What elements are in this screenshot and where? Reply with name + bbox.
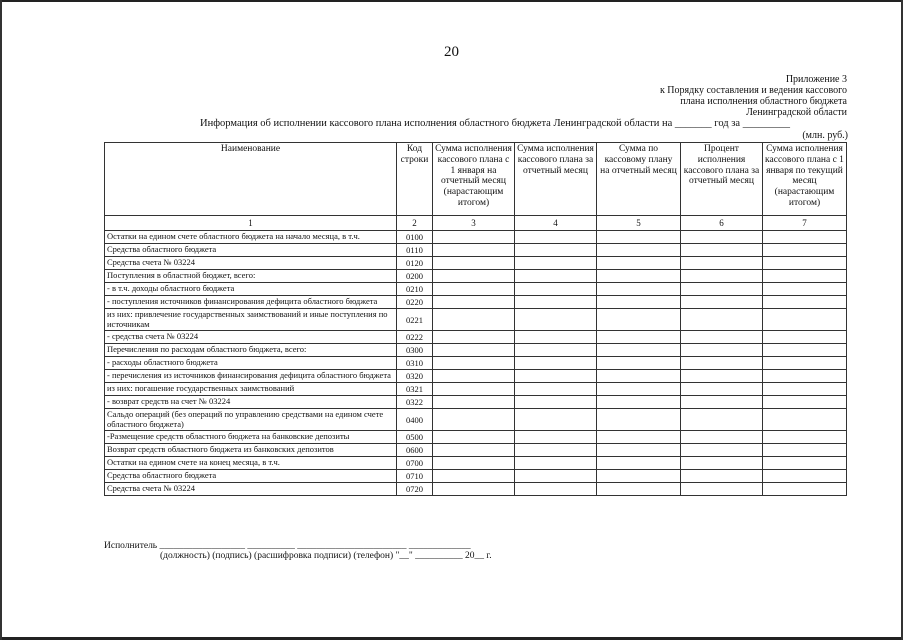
column-number: 5 [597, 216, 681, 231]
table-row [105, 344, 847, 357]
table-row [105, 357, 847, 370]
frame-edge-top [0, 0, 903, 2]
value-cell [515, 331, 597, 344]
row-name: Средства областного бюджета [105, 470, 397, 483]
value-cell [597, 244, 681, 257]
value-cell [433, 257, 515, 270]
value-cell [763, 431, 847, 444]
value-cell [597, 231, 681, 244]
value-cell [681, 309, 763, 331]
value-cell [763, 357, 847, 370]
appendix-line: Приложение 3 [785, 74, 847, 85]
value-cell [515, 396, 597, 409]
value-cell [433, 344, 515, 357]
value-cell [515, 370, 597, 383]
row-name: - перечисления из источников финансирования дефицита областного бюджета [105, 370, 397, 383]
value-cell [681, 231, 763, 244]
value-cell [433, 283, 515, 296]
executor-line: Исполнитель __________________ __________ _______________________ _____________ [104, 541, 471, 551]
value-cell [681, 331, 763, 344]
value-cell [763, 457, 847, 470]
value-cell [515, 270, 597, 283]
value-cell [763, 331, 847, 344]
value-cell [433, 296, 515, 309]
value-cell [433, 396, 515, 409]
value-cell [433, 331, 515, 344]
value-cell [515, 457, 597, 470]
row-code: 0310 [397, 357, 433, 370]
value-cell [681, 444, 763, 457]
value-cell [433, 431, 515, 444]
appendix-line: Ленинградской области [746, 107, 847, 118]
value-cell [681, 244, 763, 257]
units-label: (млн. руб.) [802, 130, 848, 141]
appendix-line: плана исполнения областного бюджета [680, 96, 847, 107]
value-cell [681, 370, 763, 383]
table-row [105, 470, 847, 483]
value-cell [597, 483, 681, 496]
value-cell [597, 383, 681, 396]
row-name: Возврат средств областного бюджета из банковских депозитов [105, 444, 397, 457]
value-cell [763, 470, 847, 483]
row-name: - расходы областного бюджета [105, 357, 397, 370]
value-cell [763, 383, 847, 396]
value-cell [681, 409, 763, 431]
row-name: из них: привлечение государственных заимствований и иные поступления по источникам [105, 309, 397, 331]
value-cell [515, 257, 597, 270]
row-code: 0321 [397, 383, 433, 396]
value-cell [433, 444, 515, 457]
value-cell [597, 409, 681, 431]
row-code: 0320 [397, 370, 433, 383]
value-cell [515, 244, 597, 257]
row-name: Средства областного бюджета [105, 244, 397, 257]
value-cell [597, 444, 681, 457]
row-code: 0322 [397, 396, 433, 409]
header-month-execution: Сумма исполнения кассового плана за отчетный месяц [515, 143, 597, 216]
row-code: 0700 [397, 457, 433, 470]
value-cell [433, 409, 515, 431]
value-cell [515, 383, 597, 396]
value-cell [681, 470, 763, 483]
value-cell [763, 344, 847, 357]
value-cell [515, 231, 597, 244]
value-cell [681, 296, 763, 309]
table-row [105, 444, 847, 457]
value-cell [597, 396, 681, 409]
header-ytd-current: Сумма исполнения кассового плана с 1 января по текущий месяц (нарастающим итогом) [763, 143, 847, 216]
value-cell [681, 431, 763, 444]
value-cell [515, 283, 597, 296]
table-row [105, 383, 847, 396]
value-cell [515, 296, 597, 309]
column-number: 4 [515, 216, 597, 231]
frame-edge-left [0, 0, 2, 640]
row-name: -Размещение средств областного бюджета на банковские депозиты [105, 431, 397, 444]
table-row [105, 457, 847, 470]
value-cell [433, 370, 515, 383]
value-cell [763, 483, 847, 496]
row-name: Средства счета № 03224 [105, 483, 397, 496]
row-name: Сальдо операций (без операций по управлению средствами на едином счете областного бюджета) [105, 409, 397, 431]
row-code: 0100 [397, 231, 433, 244]
document-title: Информация об исполнении кассового плана исполнения областного бюджета Ленинградской области на _______ год за _________ [200, 118, 790, 129]
table-row [105, 296, 847, 309]
value-cell [433, 309, 515, 331]
row-name: Остатки на едином счете на конец месяца, в т.ч. [105, 457, 397, 470]
value-cell [681, 396, 763, 409]
row-code: 0400 [397, 409, 433, 431]
value-cell [597, 257, 681, 270]
table-row [105, 483, 847, 496]
table-row [105, 409, 847, 431]
value-cell [763, 296, 847, 309]
value-cell [681, 344, 763, 357]
value-cell [433, 483, 515, 496]
appendix-line: к Порядку составления и ведения кассового [659, 85, 847, 96]
value-cell [597, 283, 681, 296]
row-name: из них: погашение государственных заимствований [105, 383, 397, 396]
value-cell [515, 483, 597, 496]
row-name: Остатки на едином счете областного бюджета на начало месяца, в т.ч. [105, 231, 397, 244]
value-cell [681, 457, 763, 470]
value-cell [515, 344, 597, 357]
value-cell [763, 409, 847, 431]
table-row [105, 244, 847, 257]
value-cell [433, 270, 515, 283]
row-name: - поступления источников финансирования дефицита областного бюджета [105, 296, 397, 309]
row-name: Поступления в областной бюджет, всего: [105, 270, 397, 283]
value-cell [763, 370, 847, 383]
value-cell [597, 370, 681, 383]
value-cell [681, 383, 763, 396]
value-cell [433, 231, 515, 244]
row-code: 0710 [397, 470, 433, 483]
column-number: 6 [681, 216, 763, 231]
value-cell [681, 257, 763, 270]
value-cell [763, 270, 847, 283]
row-code: 0110 [397, 244, 433, 257]
row-code: 0500 [397, 431, 433, 444]
page-number: 20 [444, 44, 459, 60]
row-code: 0200 [397, 270, 433, 283]
value-cell [597, 344, 681, 357]
header-code: Код строки [397, 143, 433, 216]
row-code: 0220 [397, 296, 433, 309]
row-name: - в т.ч. доходы областного бюджета [105, 283, 397, 296]
value-cell [763, 257, 847, 270]
row-name: Перечисления по расходам областного бюджета, всего: [105, 344, 397, 357]
value-cell [597, 470, 681, 483]
column-number: 3 [433, 216, 515, 231]
value-cell [433, 457, 515, 470]
table-row [105, 396, 847, 409]
value-cell [515, 431, 597, 444]
value-cell [433, 357, 515, 370]
table-row [105, 270, 847, 283]
table-row [105, 231, 847, 244]
row-code: 0222 [397, 331, 433, 344]
row-code: 0720 [397, 483, 433, 496]
table-row [105, 257, 847, 270]
value-cell [597, 270, 681, 283]
value-cell [515, 444, 597, 457]
row-code: 0210 [397, 283, 433, 296]
row-code: 0221 [397, 309, 433, 331]
row-code: 0300 [397, 344, 433, 357]
value-cell [515, 470, 597, 483]
value-cell [681, 283, 763, 296]
row-code: 0120 [397, 257, 433, 270]
table-row [105, 431, 847, 444]
signature-captions: (должность) (подпись) (расшифровка подписи) (телефон) "__" __________ 20__ г. [160, 551, 492, 561]
value-cell [763, 444, 847, 457]
row-code: 0600 [397, 444, 433, 457]
value-cell [515, 409, 597, 431]
value-cell [433, 244, 515, 257]
table-row [105, 283, 847, 296]
value-cell [597, 431, 681, 444]
column-number: 2 [397, 216, 433, 231]
header-month-plan: Сумма по кассовому плану на отчетный месяц [597, 143, 681, 216]
column-number: 7 [763, 216, 847, 231]
appendix-note [660, 74, 847, 118]
header-name: Наименование [105, 143, 397, 216]
row-name: - средства счета № 03224 [105, 331, 397, 344]
row-name: Средства счета № 03224 [105, 257, 397, 270]
value-cell [597, 331, 681, 344]
table-row [105, 370, 847, 383]
value-cell [597, 296, 681, 309]
value-cell [763, 396, 847, 409]
value-cell [763, 231, 847, 244]
value-cell [597, 309, 681, 331]
header-percent: Процент исполнения кассового плана за отчетный месяц [681, 143, 763, 216]
value-cell [763, 283, 847, 296]
value-cell [515, 357, 597, 370]
column-number: 1 [105, 216, 397, 231]
column-number-row [105, 216, 847, 231]
value-cell [515, 309, 597, 331]
value-cell [597, 457, 681, 470]
value-cell [763, 309, 847, 331]
table-row [105, 309, 847, 331]
header-ytd-execution: Сумма исполнения кассового плана с 1 января на отчетный месяц (нарастающим итогом) [433, 143, 515, 216]
value-cell [763, 244, 847, 257]
table-row [105, 331, 847, 344]
value-cell [433, 383, 515, 396]
row-name: - возврат средств на счет № 03224 [105, 396, 397, 409]
value-cell [597, 357, 681, 370]
header-row [105, 143, 847, 216]
value-cell [681, 270, 763, 283]
cash-plan-table [104, 142, 847, 496]
value-cell [433, 470, 515, 483]
value-cell [681, 483, 763, 496]
value-cell [681, 357, 763, 370]
